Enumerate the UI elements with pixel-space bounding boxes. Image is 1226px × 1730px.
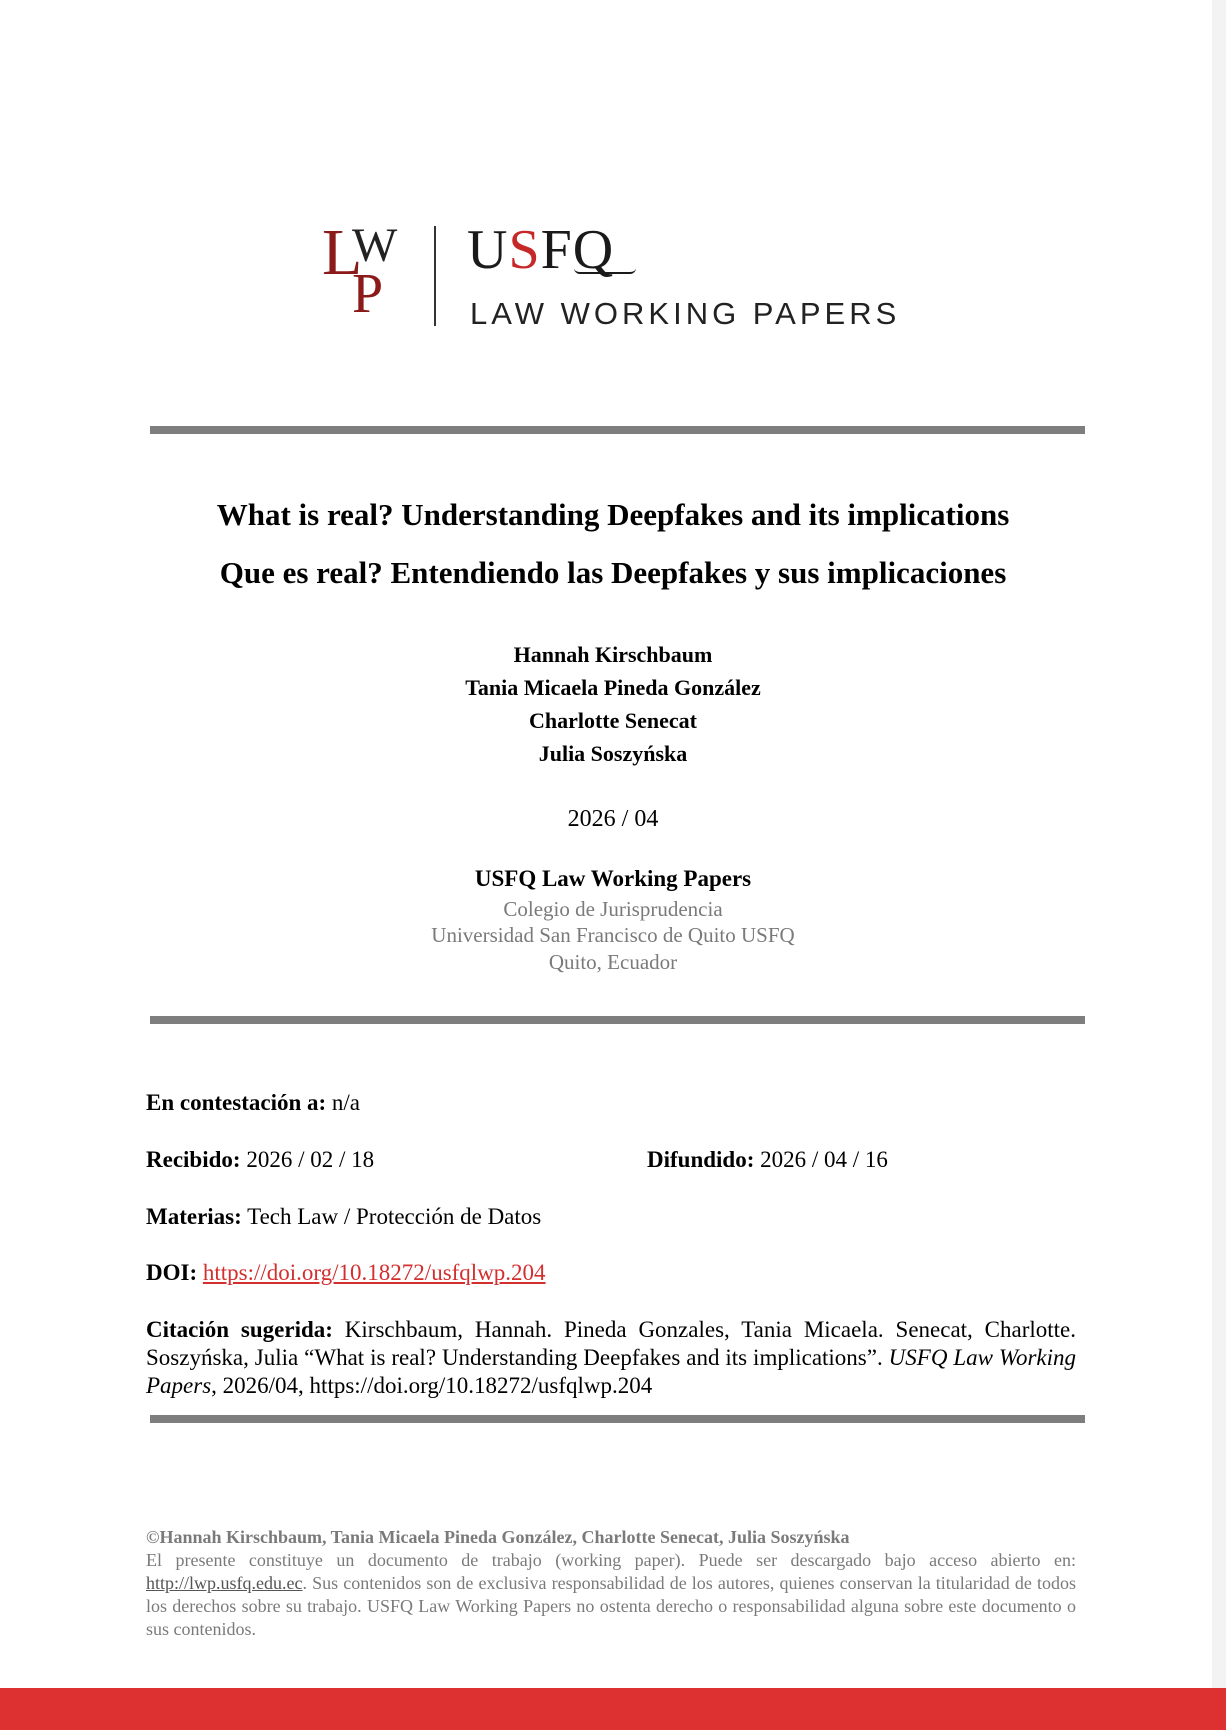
response-label: En contestación a: bbox=[146, 1090, 327, 1115]
citation-label: Citación sugerida: bbox=[146, 1317, 333, 1342]
suggested-citation bbox=[146, 1316, 1076, 1400]
top-rule bbox=[150, 426, 1085, 434]
author-name: Julia Soszyńska bbox=[538, 741, 688, 766]
received-value: 2026 / 02 / 18 bbox=[246, 1147, 375, 1172]
publisher-university: Universidad San Francisco de Quito USFQ bbox=[431, 923, 795, 947]
copyright-authors: ©Hannah Kirschbaum, Tania Micaela Pineda González, Charlotte Senecat, Julia Soszyńska bbox=[146, 1527, 850, 1547]
publisher-location: Quito, Ecuador bbox=[548, 950, 678, 974]
usfq-dragon-s: S bbox=[508, 219, 541, 281]
title-english: What is real? Understanding Deepfakes and its implications bbox=[216, 497, 1010, 532]
lwp-site-link[interactable]: http://lwp.usfq.edu.ec bbox=[146, 1573, 303, 1593]
response-value: n/a bbox=[331, 1090, 361, 1115]
author-name: Hannah Kirschbaum bbox=[513, 642, 713, 667]
author-name: Charlotte Senecat bbox=[528, 708, 697, 733]
logo-divider bbox=[434, 226, 436, 326]
copyright-text-before: El presente constituye un documento de trabajo (working paper). Puede ser descargado bajo acceso abierto en: bbox=[146, 1550, 1076, 1570]
publisher-college: Colegio de Jurisprudencia bbox=[503, 897, 723, 921]
usfq-wordmark-u: U bbox=[467, 219, 509, 281]
subjects-label: Materias: bbox=[146, 1204, 242, 1229]
citation-journal: USFQ Law Working Papers bbox=[146, 1345, 1077, 1398]
logo-subtitle: LAW WORKING PAPERS bbox=[470, 296, 901, 331]
copyright-notice bbox=[146, 1526, 1076, 1641]
lwp-monogram-w: W bbox=[352, 219, 398, 272]
received-label: Recibido: bbox=[146, 1147, 241, 1172]
released-value: 2026 / 04 / 16 bbox=[760, 1147, 888, 1172]
doi-label: DOI: bbox=[146, 1260, 198, 1285]
response-row bbox=[146, 1090, 360, 1116]
received-row bbox=[146, 1147, 374, 1173]
doi-row bbox=[146, 1260, 546, 1286]
citation-text: Kirschbaum, Hannah. Pineda Gonzales, Tania Micaela. Senecat, Charlotte. Soszyńska, Julia “What is real? Understanding Deepfakes and its implications”. bbox=[146, 1317, 1076, 1370]
publisher-name: USFQ Law Working Papers bbox=[474, 866, 752, 891]
citation-tail: , 2026/04, https://doi.org/10.18272/usfqlwp.204 bbox=[211, 1373, 653, 1398]
usfq-wordmark-fq: FQ bbox=[540, 219, 615, 281]
middle-rule bbox=[150, 1016, 1085, 1024]
lwp-usfq-logo bbox=[322, 218, 922, 338]
copyright-text-after: . Sus contenidos son de exclusiva responsabilidad de los autores, quienes conservan la titularidad de todos los derechos sobre su trabajo. USFQ Law Working Papers no ostenta derecho o responsabilidad alguna sobre este documento o sus contenidos. bbox=[146, 1573, 1076, 1639]
page-edge bbox=[1212, 0, 1226, 1690]
copyright-text bbox=[146, 1549, 1076, 1641]
lwp-monogram bbox=[322, 216, 402, 330]
doi-link[interactable]: https://doi.org/10.18272/usfqlwp.204 bbox=[202, 1260, 546, 1285]
author-name: Tania Micaela Pineda González bbox=[465, 675, 761, 700]
released-label: Difundido: bbox=[647, 1147, 755, 1172]
bottom-rule bbox=[150, 1415, 1085, 1423]
lwp-monogram-l: L bbox=[322, 216, 363, 289]
lwp-monogram-p: P bbox=[352, 263, 384, 325]
issue-number: 2026 / 04 bbox=[567, 806, 659, 832]
released-row bbox=[647, 1147, 888, 1173]
usfq-q-tail bbox=[574, 268, 636, 274]
subjects-value: Tech Law / Protección de Datos bbox=[247, 1204, 542, 1229]
subjects-row bbox=[146, 1204, 541, 1230]
footer-accent-bar bbox=[0, 1688, 1226, 1730]
title-spanish: Que es real? Entendiendo las Deepfakes y sus implicaciones bbox=[219, 555, 1007, 590]
